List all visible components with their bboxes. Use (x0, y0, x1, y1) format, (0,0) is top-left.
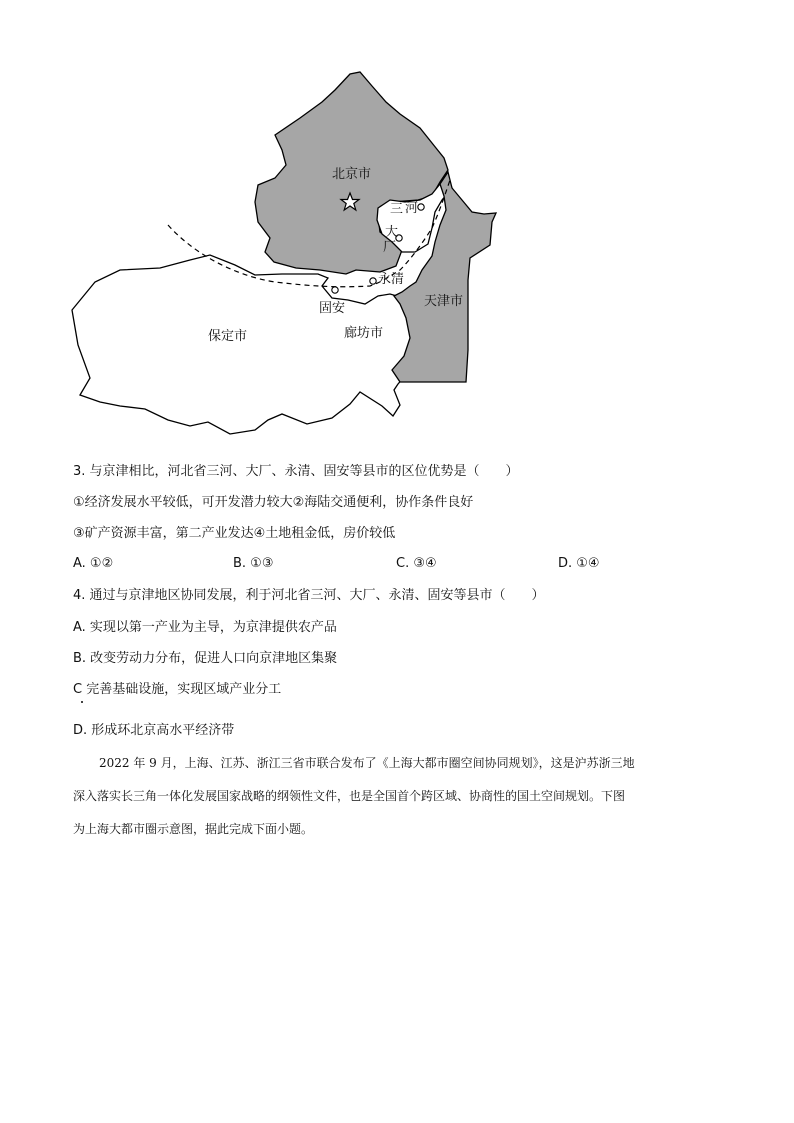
label-beijing: 北京市 (332, 167, 372, 182)
passage-line-1: 2022 年 9 月，上海、江苏、浙江三省市联合发布了《上海大都市圈空间协同规划》，这是沪苏浙三地 (99, 756, 635, 770)
label-dachang-1: 大 (385, 225, 399, 240)
question-4-option-c[interactable]: C 完善基础设施，实现区域产业分工 (73, 682, 282, 697)
label-dachang-2: 厂 (383, 240, 397, 255)
label-guan: 固安 (319, 301, 346, 316)
label-sanhe-1: 三 (390, 202, 404, 217)
question-3-option-c[interactable]: C. ③④ (396, 556, 437, 571)
passage (73, 747, 723, 846)
yongqing-marker-icon (370, 278, 376, 284)
question-4-option-d[interactable]: D. 形成环北京高水平经济带 (73, 723, 235, 738)
sanhe-marker-icon (418, 204, 424, 210)
passage-line-3: 为上海大都市圈示意图，据此完成下面小题。 (73, 822, 314, 836)
question-3-option-d[interactable]: D. ①④ (558, 556, 600, 571)
guan-marker-icon (332, 287, 338, 293)
hebei-region-shape (72, 255, 412, 434)
label-langfang: 廊坊市 (344, 326, 384, 341)
question-3-option-a[interactable]: A. ①② (73, 556, 114, 571)
label-baoding: 保定市 (208, 329, 248, 344)
question-3-stem: 3. 与京津相比，河北省三河、大厂、永清、固安等县市的区位优势是（ ） (73, 464, 519, 479)
label-sanhe-2: 河 (405, 201, 419, 216)
label-tianjin: 天津市 (424, 294, 464, 309)
passage-line-2: 深入落实长三角一体化发展国家战略的纲领性文件，也是全国首个跨区域、协商性的国土空间规划。下图 (73, 789, 626, 803)
question-4-stem: 4. 通过与京津地区协同发展，利于河北省三河、大厂、永清、固安等县市（ ） (73, 588, 545, 603)
question-4-option-b[interactable]: B. 改变劳动力分布，促进人口向京津地区集聚 (73, 651, 338, 666)
question-3-statement-1: ①经济发展水平较低，可开发潜力较大②海陆交通便利，协作条件良好 (73, 495, 474, 510)
question-4-option-a[interactable]: A. 实现以第一产业为主导，为京津提供农产品 (73, 620, 337, 635)
question-3-option-b[interactable]: B. ①③ (233, 556, 274, 571)
label-yongqing: 永清 (378, 272, 405, 287)
question-3-statement-2: ③矿产资源丰富，第二产业发达④土地租金低，房价较低 (73, 526, 396, 541)
question-3-options (73, 556, 673, 574)
stray-dot (81, 701, 83, 703)
region-map (60, 60, 520, 445)
map-svg (60, 60, 520, 445)
